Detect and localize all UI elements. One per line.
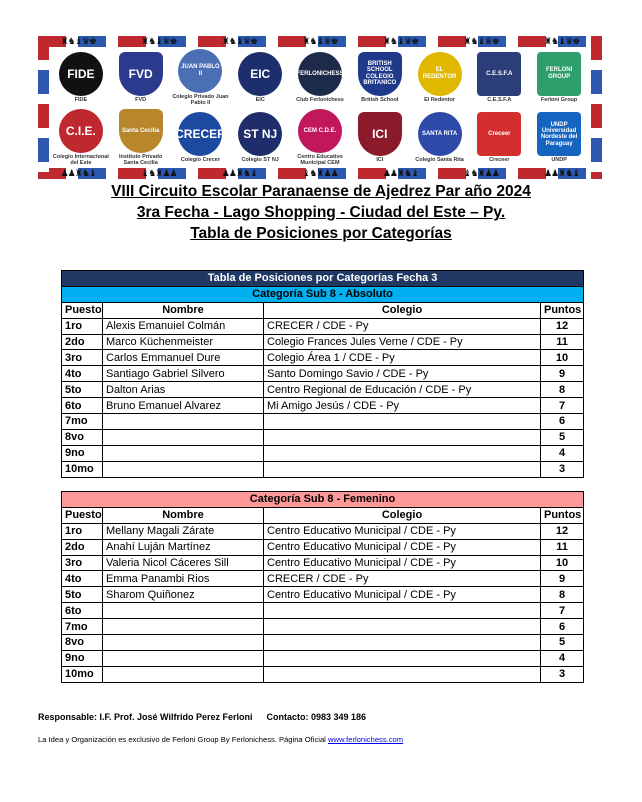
- player-name-cell: Valeria Nicol Cáceres Sill: [103, 555, 264, 571]
- table-row: [62, 414, 584, 430]
- standings-table-femenino: [61, 491, 584, 683]
- points-cell: 5: [541, 429, 584, 445]
- player-name-cell: Emma Panambi Rios: [103, 571, 264, 587]
- position-cell: 4to: [62, 571, 103, 587]
- school-logo: [52, 48, 110, 107]
- position-cell: 5to: [62, 382, 103, 398]
- player-name-cell: Bruno Emanuel Alvarez: [103, 398, 264, 414]
- player-name-cell: Sharom Quiñonez: [103, 587, 264, 603]
- position-cell: 10mo: [62, 461, 103, 477]
- logo-caption: Club Ferlonichess: [296, 96, 344, 103]
- school-logo: [470, 109, 528, 168]
- table-row: [62, 650, 584, 666]
- footer-responsible-line: [38, 712, 366, 722]
- logo-emblem-icon: C.E.S.F.A: [477, 52, 521, 96]
- points-cell: 3: [541, 461, 584, 477]
- position-cell: 2do: [62, 334, 103, 350]
- school-cell: Centro Regional de Educación / CDE - Py: [264, 382, 541, 398]
- player-name-cell: [103, 666, 264, 682]
- school-cell: Centro Educativo Municipal / CDE - Py: [264, 587, 541, 603]
- column-header-nombre: Nombre: [103, 302, 264, 318]
- logo-emblem-icon: Creceer: [477, 112, 521, 156]
- logo-emblem-icon: EL REDENTOR: [418, 52, 462, 96]
- logo-caption: Colegio ST NJ: [241, 157, 279, 164]
- table-row: [62, 555, 584, 571]
- school-logo: [231, 48, 289, 107]
- points-cell: 4: [541, 445, 584, 461]
- sponsor-logos-banner: [38, 36, 602, 179]
- category-header: Categoría Sub 8 - Absoluto: [62, 286, 584, 302]
- player-name-cell: Carlos Emmanuel Dure: [103, 350, 264, 366]
- logo-caption: Colegio Santa Rita: [415, 157, 464, 164]
- document-titles: [0, 181, 642, 244]
- school-logo: [112, 109, 170, 168]
- standings-title: Tabla de Posiciones por Categorías: [190, 225, 452, 242]
- table-row: [62, 382, 584, 398]
- logo-emblem-icon: SANTA RITA: [418, 112, 462, 156]
- school-cell: [264, 619, 541, 635]
- logo-emblem-icon: JUAN PABLO II: [178, 49, 222, 93]
- logo-emblem-icon: Santa Cecilia: [119, 109, 163, 153]
- position-cell: 1ro: [62, 318, 103, 334]
- logo-caption: Instituto Privado Santa Cecilia: [118, 154, 163, 167]
- player-name-cell: Dalton Arias: [103, 382, 264, 398]
- school-cell: [264, 666, 541, 682]
- position-cell: 7mo: [62, 619, 103, 635]
- player-name-cell: Marco Küchenmeister: [103, 334, 264, 350]
- school-cell: CRECER / CDE - Py: [264, 318, 541, 334]
- event-title: VIII Circuito Escolar Paranaense de Ajedrez Par año 2024: [111, 183, 531, 200]
- school-logo: [291, 109, 349, 168]
- school-cell: [264, 445, 541, 461]
- school-cell: [264, 429, 541, 445]
- school-cell: Colegio Frances Jules Verne / CDE - Py: [264, 334, 541, 350]
- position-cell: 7mo: [62, 414, 103, 430]
- table-row: [62, 318, 584, 334]
- footer-note-line: [38, 735, 403, 744]
- column-header-puesto: Puesto: [62, 302, 103, 318]
- points-cell: 10: [541, 555, 584, 571]
- table-row: [62, 587, 584, 603]
- responsable-text: Responsable: I.F. Prof. José Wilfrido Perez Ferloni: [38, 712, 253, 722]
- position-cell: 8vo: [62, 635, 103, 651]
- points-cell: 8: [541, 587, 584, 603]
- column-header-puesto: Puesto: [62, 507, 103, 523]
- logo-caption: El Redentor: [424, 96, 455, 103]
- position-cell: 9no: [62, 650, 103, 666]
- position-cell: 5to: [62, 587, 103, 603]
- banner-border-right: [591, 36, 602, 179]
- logo-emblem-icon: CRECER: [178, 112, 222, 156]
- school-logo: [231, 109, 289, 168]
- logo-emblem-icon: FVD: [119, 52, 163, 96]
- position-cell: 10mo: [62, 666, 103, 682]
- table-row: [62, 619, 584, 635]
- table-row: [62, 666, 584, 682]
- player-name-cell: Santiago Gabriel Silvero: [103, 366, 264, 382]
- table-row: [62, 366, 584, 382]
- logo-emblem-icon: UNDP Universidad Nordeste del Paraguay: [537, 112, 581, 156]
- logo-emblem-icon: EIC: [238, 52, 282, 96]
- school-logo: [351, 109, 409, 168]
- school-logo: [530, 109, 588, 168]
- position-cell: 1ro: [62, 523, 103, 539]
- school-logo: [112, 48, 170, 107]
- points-cell: 11: [541, 539, 584, 555]
- category-header: Categoría Sub 8 - Femenino: [62, 492, 584, 508]
- player-name-cell: [103, 461, 264, 477]
- player-name-cell: [103, 650, 264, 666]
- points-cell: 6: [541, 414, 584, 430]
- logo-caption: FIDE: [74, 96, 88, 103]
- column-header-puntos: Puntos: [541, 507, 584, 523]
- points-cell: 12: [541, 523, 584, 539]
- player-name-cell: [103, 445, 264, 461]
- event-subtitle: 3ra Fecha - Lago Shopping - Ciudad del Este – Py.: [136, 204, 506, 221]
- points-cell: 6: [541, 619, 584, 635]
- school-cell: [264, 414, 541, 430]
- school-logo: [411, 48, 469, 107]
- position-cell: 2do: [62, 539, 103, 555]
- points-cell: 7: [541, 398, 584, 414]
- logo-emblem-icon: ST NJ: [238, 112, 282, 156]
- logo-emblem-icon: FERLONI GROUP: [537, 52, 581, 96]
- table-row: [62, 571, 584, 587]
- points-cell: 5: [541, 635, 584, 651]
- player-name-cell: [103, 603, 264, 619]
- organization-note: La Idea y Organización es exclusivo de Ferloni Group By Ferlonichess. Página Oficial: [38, 735, 328, 744]
- position-cell: 8vo: [62, 429, 103, 445]
- chess-pieces-strip-icon: ♜♞♝♛♚ ♜♞♝♛♚ ♜♞♝♛♚ ♜♞♝♛♚ ♜♞♝♛♚ ♜♞♝♛♚ ♜♞♝♛♚: [60, 36, 580, 47]
- logo-caption: British School: [361, 96, 399, 103]
- table-row: [62, 398, 584, 414]
- player-name-cell: [103, 619, 264, 635]
- points-cell: 8: [541, 382, 584, 398]
- points-cell: 4: [541, 650, 584, 666]
- table-row: [62, 334, 584, 350]
- logo-emblem-icon: BRITISH SCHOOL COLEGIO BRITANICO: [358, 52, 402, 96]
- contact-text: Contacto: 0983 349 186: [266, 712, 367, 722]
- school-logo: [530, 48, 588, 107]
- standings-table-absoluto: [61, 270, 584, 478]
- school-logo: [351, 48, 409, 107]
- position-cell: 6to: [62, 398, 103, 414]
- position-cell: 3ro: [62, 350, 103, 366]
- school-cell: [264, 603, 541, 619]
- table-main-header: Tabla de Posiciones por Categorías Fecha 3: [62, 271, 584, 287]
- school-logo: [172, 109, 230, 168]
- column-header-nombre: Nombre: [103, 507, 264, 523]
- player-name-cell: Mellany Magali Zárate: [103, 523, 264, 539]
- points-cell: 9: [541, 571, 584, 587]
- player-name-cell: [103, 429, 264, 445]
- table-row: [62, 635, 584, 651]
- position-cell: 9no: [62, 445, 103, 461]
- logo-grid: [52, 48, 588, 167]
- logo-caption: FVD: [135, 96, 147, 103]
- points-cell: 11: [541, 334, 584, 350]
- logo-caption: Colegio Privado Juan Pablo II: [172, 93, 229, 106]
- logo-caption: Creceer: [489, 157, 510, 164]
- logo-caption: EIC: [255, 96, 265, 103]
- table-body: [62, 318, 584, 477]
- points-cell: 9: [541, 366, 584, 382]
- school-cell: [264, 650, 541, 666]
- school-cell: Mi Amigo Jesús / CDE - Py: [264, 398, 541, 414]
- column-header-colegio: Colegio: [264, 302, 541, 318]
- player-name-cell: [103, 635, 264, 651]
- table-row: [62, 350, 584, 366]
- table-body: [62, 523, 584, 682]
- logo-emblem-icon: FERLONICHESS: [298, 52, 342, 96]
- school-logo: [291, 48, 349, 107]
- table-row: [62, 603, 584, 619]
- table-row: [62, 461, 584, 477]
- school-logo: [470, 48, 528, 107]
- school-logo: [172, 48, 230, 107]
- logo-caption: Colegio Internacional del Este: [52, 154, 109, 167]
- position-cell: 3ro: [62, 555, 103, 571]
- school-cell: Centro Educativo Municipal / CDE - Py: [264, 539, 541, 555]
- logo-caption: Colegio Crecer: [180, 157, 220, 164]
- school-cell: [264, 461, 541, 477]
- points-cell: 7: [541, 603, 584, 619]
- position-cell: 6to: [62, 603, 103, 619]
- logo-caption: C.E.S.F.A: [487, 96, 512, 103]
- player-name-cell: Alexis Emanuiel Colmán: [103, 318, 264, 334]
- points-cell: 12: [541, 318, 584, 334]
- school-cell: Centro Educativo Municipal / CDE - Py: [264, 523, 541, 539]
- logo-caption: Ferloni Group: [540, 96, 578, 103]
- school-cell: Centro Educativo Municipal / CDE - Py: [264, 555, 541, 571]
- table-row: [62, 523, 584, 539]
- website-link[interactable]: www.ferlonichess.com: [327, 735, 404, 744]
- logo-emblem-icon: ICI: [358, 112, 402, 156]
- school-logo: [411, 109, 469, 168]
- table-row: [62, 539, 584, 555]
- logo-caption: ICI: [376, 157, 384, 164]
- school-logo: [52, 109, 110, 168]
- school-cell: Santo Domingo Savio / CDE - Py: [264, 366, 541, 382]
- logo-emblem-icon: CEM C.D.E.: [298, 109, 342, 153]
- logo-emblem-icon: FIDE: [59, 52, 103, 96]
- school-cell: [264, 635, 541, 651]
- logo-caption: UNDP: [551, 157, 567, 164]
- chess-pieces-strip-icon: ♟♟♜♞♝ ♝♞♜♟♟ ♟♟♜♞♝ ♝♞♜♟♟ ♟♟♜♞♝ ♝♞♜♟♟ ♟♟♜♞♝: [60, 168, 580, 179]
- logo-emblem-icon: C.I.E.: [59, 109, 103, 153]
- logo-caption: Centro Educativo Municipal CEM: [297, 154, 343, 167]
- column-header-colegio: Colegio: [264, 507, 541, 523]
- banner-border-left: [38, 36, 49, 179]
- player-name-cell: [103, 414, 264, 430]
- column-header-puntos: Puntos: [541, 302, 584, 318]
- player-name-cell: Anahí Luján Martínez: [103, 539, 264, 555]
- points-cell: 10: [541, 350, 584, 366]
- table-row: [62, 445, 584, 461]
- points-cell: 3: [541, 666, 584, 682]
- table-row: [62, 429, 584, 445]
- school-cell: Colegio Área 1 / CDE - Py: [264, 350, 541, 366]
- position-cell: 4to: [62, 366, 103, 382]
- school-cell: CRECER / CDE - Py: [264, 571, 541, 587]
